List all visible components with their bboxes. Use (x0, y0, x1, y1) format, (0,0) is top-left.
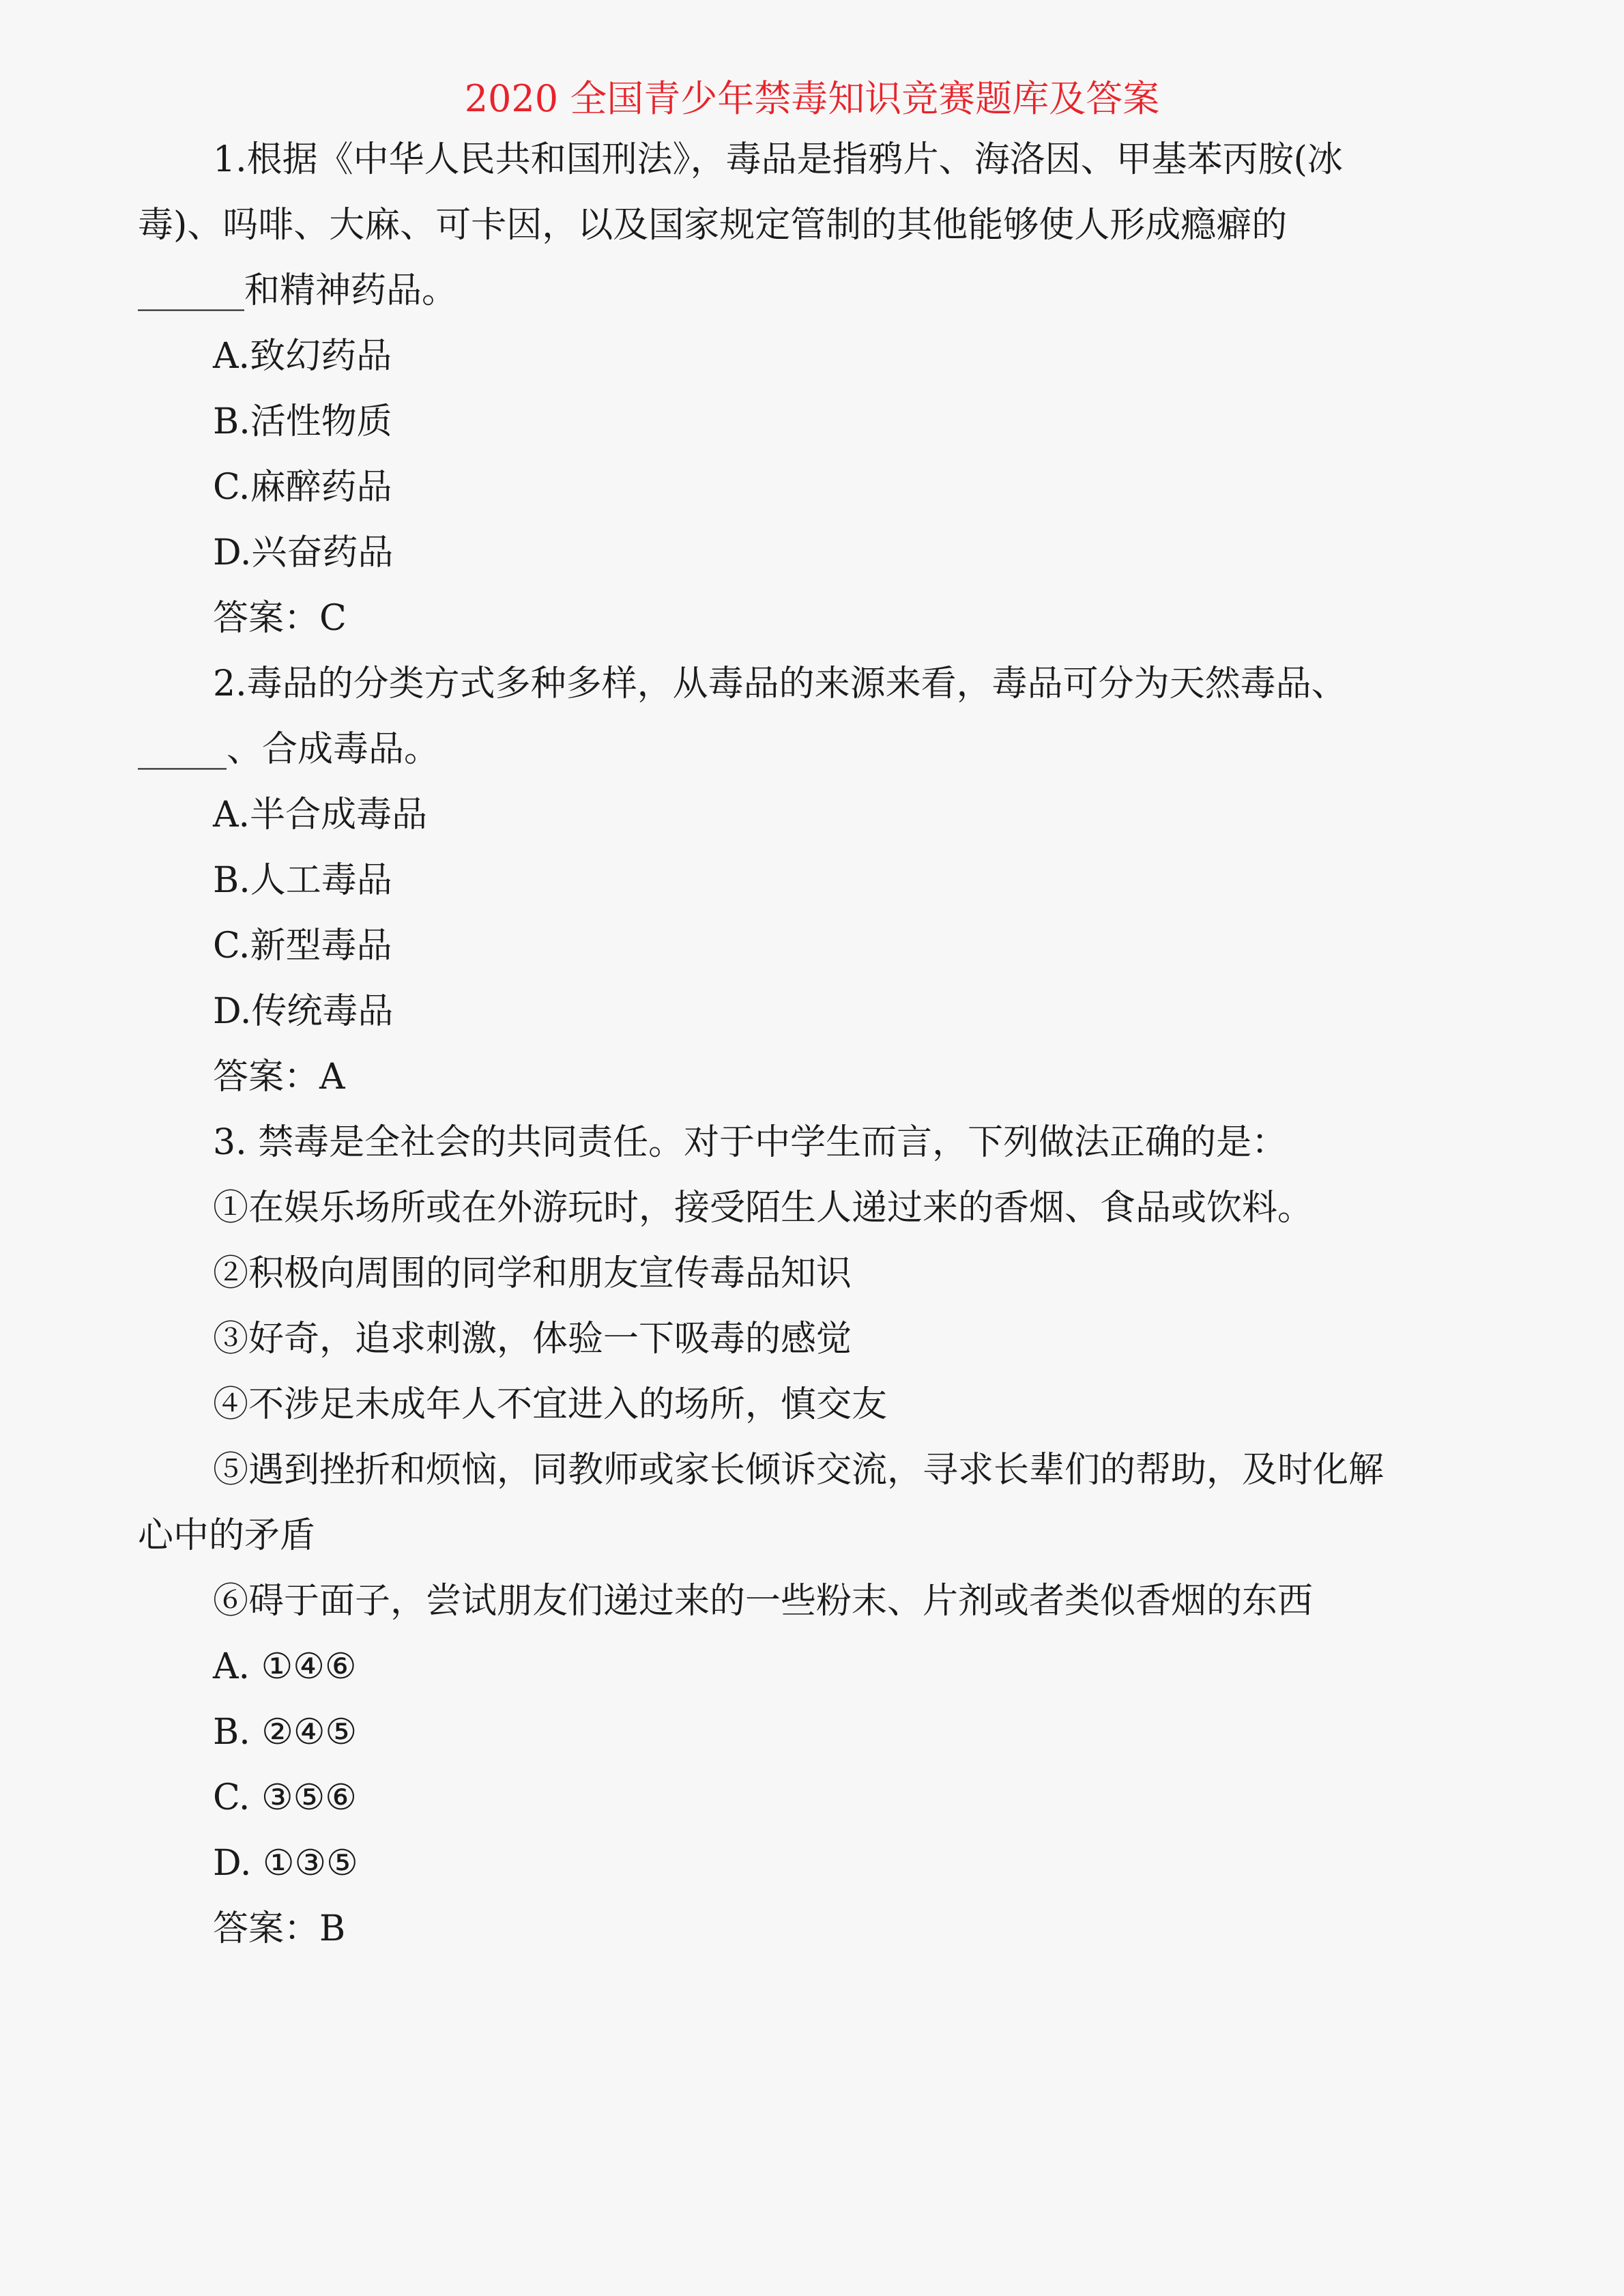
q3-option-a: A. ①④⑥ (213, 1646, 357, 1687)
q1-stem-line-1: 1.根据《中华人民共和国刑法》，毒品是指鸦片、海洛因、甲基苯丙胺(冰 (213, 139, 1343, 180)
q3-item-4: ④不涉足未成年人不宜进入的场所，慎交友 (213, 1384, 888, 1425)
q3-item-5: ⑤遇到挫折和烦恼，同教师或家长倾诉交流，寻求长辈们的帮助，及时化解 (213, 1450, 1384, 1491)
q3-stem: 3. 禁毒是全社会的共同责任。对于中学生而言，下列做法正确的是： (213, 1122, 1288, 1163)
q3-option-b: B. ②④⑤ (213, 1712, 358, 1753)
q3-item-5-continued: 心中的矛盾 (138, 1515, 316, 1556)
q2-option-b: B.人工毒品 (213, 860, 392, 901)
q1-answer: 答案：C (213, 598, 347, 639)
q2-stem-line-1: 2.毒品的分类方式多种多样，从毒品的来源来看，毒品可分为天然毒品、 (213, 663, 1347, 704)
q1-option-d: D.兴奋药品 (213, 532, 394, 573)
q2-option-a: A.半合成毒品 (213, 794, 428, 835)
q1-stem-line-2: 毒)、吗啡、大麻、可卡因，以及国家规定管制的其他能够使人形成瘾癖的 (138, 205, 1288, 246)
q1-option-a: A.致幻药品 (213, 336, 392, 377)
q3-item-1: ①在娱乐场所或在外游玩时，接受陌生人递过来的香烟、食品或饮料。 (213, 1188, 1314, 1229)
q1-stem-line-3: ______和精神药品。 (138, 270, 458, 311)
q3-option-d: D. ①③⑤ (213, 1843, 358, 1884)
q3-item-2: ②积极向周围的同学和朋友宣传毒品知识 (213, 1253, 852, 1294)
document-title: 2020 全国青少年禁毒知识竞赛题库及答案 (464, 77, 1160, 120)
q1-option-b: B.活性物质 (213, 401, 392, 442)
q2-stem-line-2: _____、合成毒品。 (138, 729, 440, 770)
q2-option-c: C.新型毒品 (213, 925, 392, 966)
q3-answer: 答案：B (213, 1908, 346, 1949)
q3-option-c: C. ③⑤⑥ (213, 1777, 357, 1818)
q3-item-6: ⑥碍于面子，尝试朋友们递过来的一些粉末、片剂或者类似香烟的东西 (213, 1581, 1314, 1622)
q1-option-c: C.麻醉药品 (213, 467, 392, 508)
q3-item-3: ③好奇，追求刺激，体验一下吸毒的感觉 (213, 1319, 852, 1360)
q2-answer: 答案：A (213, 1057, 345, 1097)
q2-option-d: D.传统毒品 (213, 991, 394, 1032)
